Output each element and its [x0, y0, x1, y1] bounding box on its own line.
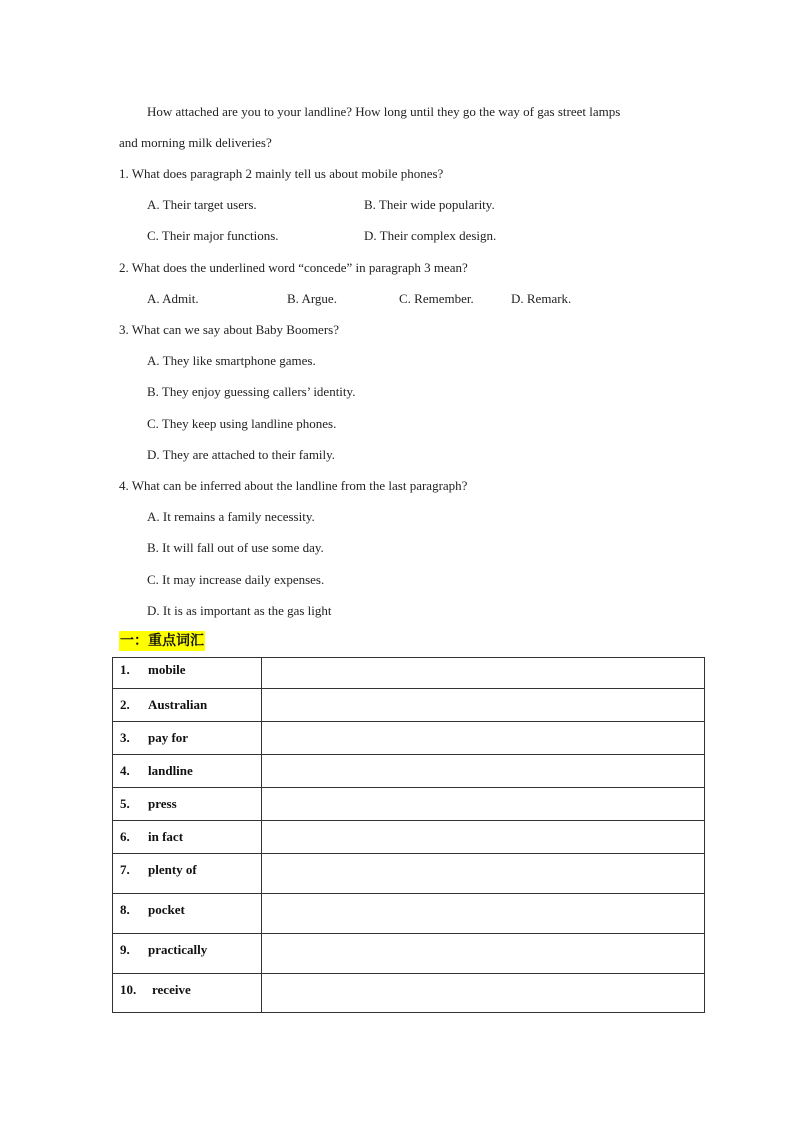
vocab-term: landline: [148, 763, 193, 778]
vocab-number: 6.: [120, 829, 130, 844]
question-4-stem: 4. What can be inferred about the landline from the last paragraph?: [119, 478, 468, 493]
question-4-option-c: C. It may increase daily expenses.: [147, 572, 325, 587]
vocab-row: [113, 689, 705, 722]
vocab-answer-cell[interactable]: [262, 934, 705, 974]
question-2-option-c: C. Remember.: [399, 291, 474, 306]
question-1-option-a: A. Their target users.: [147, 197, 257, 212]
vocab-number: 4.: [120, 763, 130, 778]
vocab-row: [113, 722, 705, 755]
vocab-number: 9.: [120, 942, 130, 957]
question-2-option-d: D. Remark.: [511, 291, 572, 306]
vocab-term-cell: [113, 658, 262, 689]
vocab-answer-cell[interactable]: [262, 755, 705, 788]
question-2-option-b: B. Argue.: [287, 291, 337, 306]
question-3-option-c: C. They keep using landline phones.: [147, 416, 337, 431]
vocab-row: [113, 894, 705, 934]
vocab-term: practically: [148, 942, 208, 957]
vocab-number: 7.: [120, 862, 130, 877]
vocab-answer-cell[interactable]: [262, 974, 705, 1013]
vocab-number: 8.: [120, 902, 130, 917]
vocab-row: [113, 934, 705, 974]
passage-line-2: and morning milk deliveries?: [119, 135, 272, 150]
vocab-number: 10.: [120, 982, 137, 997]
question-3-stem: 3. What can we say about Baby Boomers?: [119, 322, 339, 337]
vocab-answer-cell[interactable]: [262, 821, 705, 854]
question-1-option-b: B. Their wide popularity.: [364, 197, 495, 212]
question-1-option-c: C. Their major functions.: [147, 228, 279, 243]
vocab-term-cell: [113, 854, 262, 894]
question-1-option-d: D. Their complex design.: [364, 228, 497, 243]
vocab-term: receive: [152, 982, 191, 997]
vocabulary-heading: 一：重点词汇: [120, 633, 204, 649]
vocab-answer-cell[interactable]: [262, 894, 705, 934]
question-4-option-d: D. It is as important as the gas light: [147, 603, 332, 618]
vocab-row: [113, 854, 705, 894]
vocab-term-cell: [113, 788, 262, 821]
vocab-term: press: [148, 796, 177, 811]
vocab-answer-cell[interactable]: [262, 658, 705, 689]
vocab-answer-cell[interactable]: [262, 689, 705, 722]
question-1-stem: 1. What does paragraph 2 mainly tell us about mobile phones?: [119, 166, 444, 181]
vocab-term: plenty of: [148, 862, 197, 877]
vocab-term: in fact: [148, 829, 184, 844]
vocab-number: 3.: [120, 730, 130, 745]
question-4-option-a: A. It remains a family necessity.: [147, 509, 315, 524]
question-2-option-a: A. Admit.: [147, 291, 199, 306]
vocab-term-cell: [113, 689, 262, 722]
vocab-term-cell: [113, 755, 262, 788]
vocab-term: mobile: [148, 662, 186, 677]
vocab-answer-cell[interactable]: [262, 854, 705, 894]
question-3-option-b: B. They enjoy guessing callers’ identity.: [147, 384, 356, 399]
vocab-term: pocket: [148, 902, 185, 917]
vocab-answer-cell[interactable]: [262, 788, 705, 821]
vocab-answer-cell[interactable]: [262, 722, 705, 755]
vocab-term-cell: [113, 894, 262, 934]
vocab-term: Australian: [148, 697, 208, 712]
question-4-option-b: B. It will fall out of use some day.: [147, 540, 324, 555]
vocab-row: [113, 755, 705, 788]
passage-line-1: How attached are you to your landline? How long until they go the way of gas street lamps: [147, 104, 621, 119]
vocab-row: [113, 821, 705, 854]
vocab-term-cell: [113, 934, 262, 974]
question-3-option-a: A. They like smartphone games.: [147, 353, 316, 368]
vocab-row: [113, 658, 705, 689]
vocab-number: 1.: [120, 662, 130, 677]
vocab-term-cell: [113, 821, 262, 854]
vocab-term-cell: [113, 974, 262, 1013]
vocab-term: pay for: [148, 730, 189, 745]
vocab-row: [113, 788, 705, 821]
question-3-option-d: D. They are attached to their family.: [147, 447, 336, 462]
vocab-term-cell: [113, 722, 262, 755]
question-2-stem: 2. What does the underlined word “concede” in paragraph 3 mean?: [119, 260, 468, 275]
vocabulary-table: [112, 657, 705, 1013]
vocab-row: [113, 974, 705, 1013]
vocab-number: 5.: [120, 796, 130, 811]
vocab-number: 2.: [120, 697, 130, 712]
